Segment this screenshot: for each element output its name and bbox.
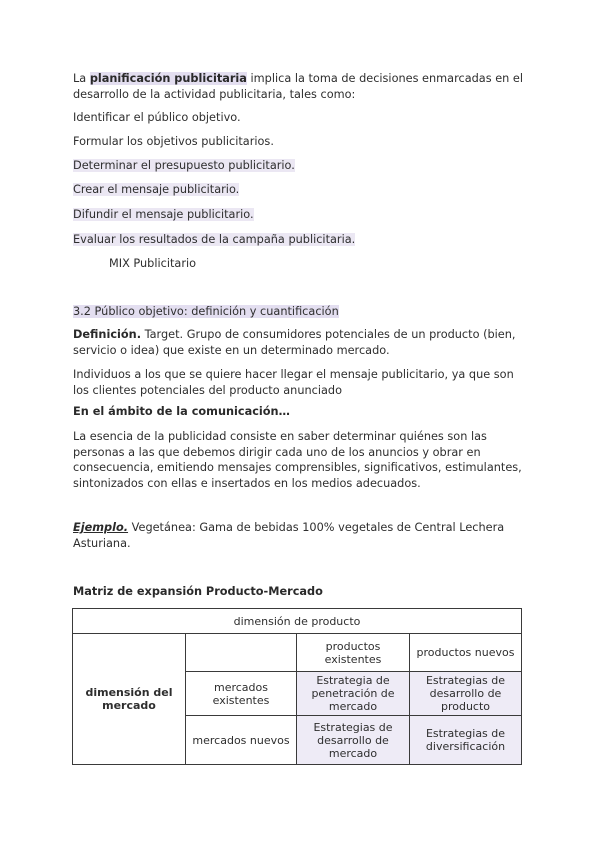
communication-heading: En el ámbito de la comunicación… — [73, 405, 290, 418]
col-new-products: productos nuevos — [410, 634, 522, 672]
diversification-cell: Estrategias de diversificación — [410, 716, 522, 765]
step-item: Identificar el público objetivo. — [73, 111, 241, 124]
matrix-title: Matriz de expansión Producto-Mercado — [73, 585, 323, 598]
step-item: Determinar el presupuesto publicitario. — [73, 159, 295, 172]
product-market-matrix — [72, 608, 522, 765]
penetration-strategy-cell: Estrategia de penetración de mercado — [297, 672, 410, 716]
row-existing-markets: mercados existentes — [186, 672, 297, 716]
empty-cell — [186, 634, 297, 672]
intro-prefix: La — [73, 72, 90, 85]
step-item: Crear el mensaje publicitario. — [73, 183, 240, 196]
col-existing-products: productos existentes — [297, 634, 410, 672]
row-new-markets: mercados nuevos — [186, 716, 297, 765]
intro-rest: implica la toma de decisiones enmarcadas en el desarrollo de la actividad publicitaria, tales como: — [73, 72, 523, 101]
product-dimension-header: dimensión de producto — [73, 609, 522, 634]
step-item: Evaluar los resultados de la campaña publicitaria. — [73, 233, 356, 246]
individuals-paragraph: Individuos a los que se quiere hacer llegar el mensaje publicitario, ya que son los clientes potenciales del producto anunciado — [73, 368, 514, 397]
example-label: Ejemplo. — [73, 521, 129, 534]
product-development-cell: Estrategias de desarrollo de producto — [410, 672, 522, 716]
section-heading: 3.2 Público objetivo: definición y cuantificación — [73, 305, 339, 318]
mix-label: MIX Publicitario — [109, 257, 197, 270]
example-paragraph — [73, 520, 533, 551]
step-item: Difundir el mensaje publicitario. — [73, 208, 254, 221]
essence-paragraph: La esencia de la publicidad consiste en saber determinar quiénes son las personas a las que debemos dirigir cada uno de los anuncios y obrar en consecuencia, emitiendo mensajes comprensibles, significativos, estimulantes, sintonizados con ellas e insertados en los medios adecuados. — [73, 430, 522, 490]
step-item: Formular los objetivos publicitarios. — [73, 135, 274, 148]
definition-label: Definición. — [73, 328, 141, 341]
market-development-cell: Estrategias de desarrollo de mercado — [297, 716, 410, 765]
planning-term: planificación publicitaria — [89, 72, 247, 85]
intro-paragraph — [73, 71, 533, 102]
definition-text: Target. Grupo de consumidores potenciales de un producto (bien, servicio o idea) que existe en un determinado mercado. — [73, 328, 516, 357]
example-text: Vegetánea: Gama de bebidas 100% vegetales de Central Lechera Asturiana. — [73, 521, 505, 550]
market-dimension-header: dimensión del mercado — [73, 634, 186, 765]
definition-paragraph — [73, 327, 533, 358]
